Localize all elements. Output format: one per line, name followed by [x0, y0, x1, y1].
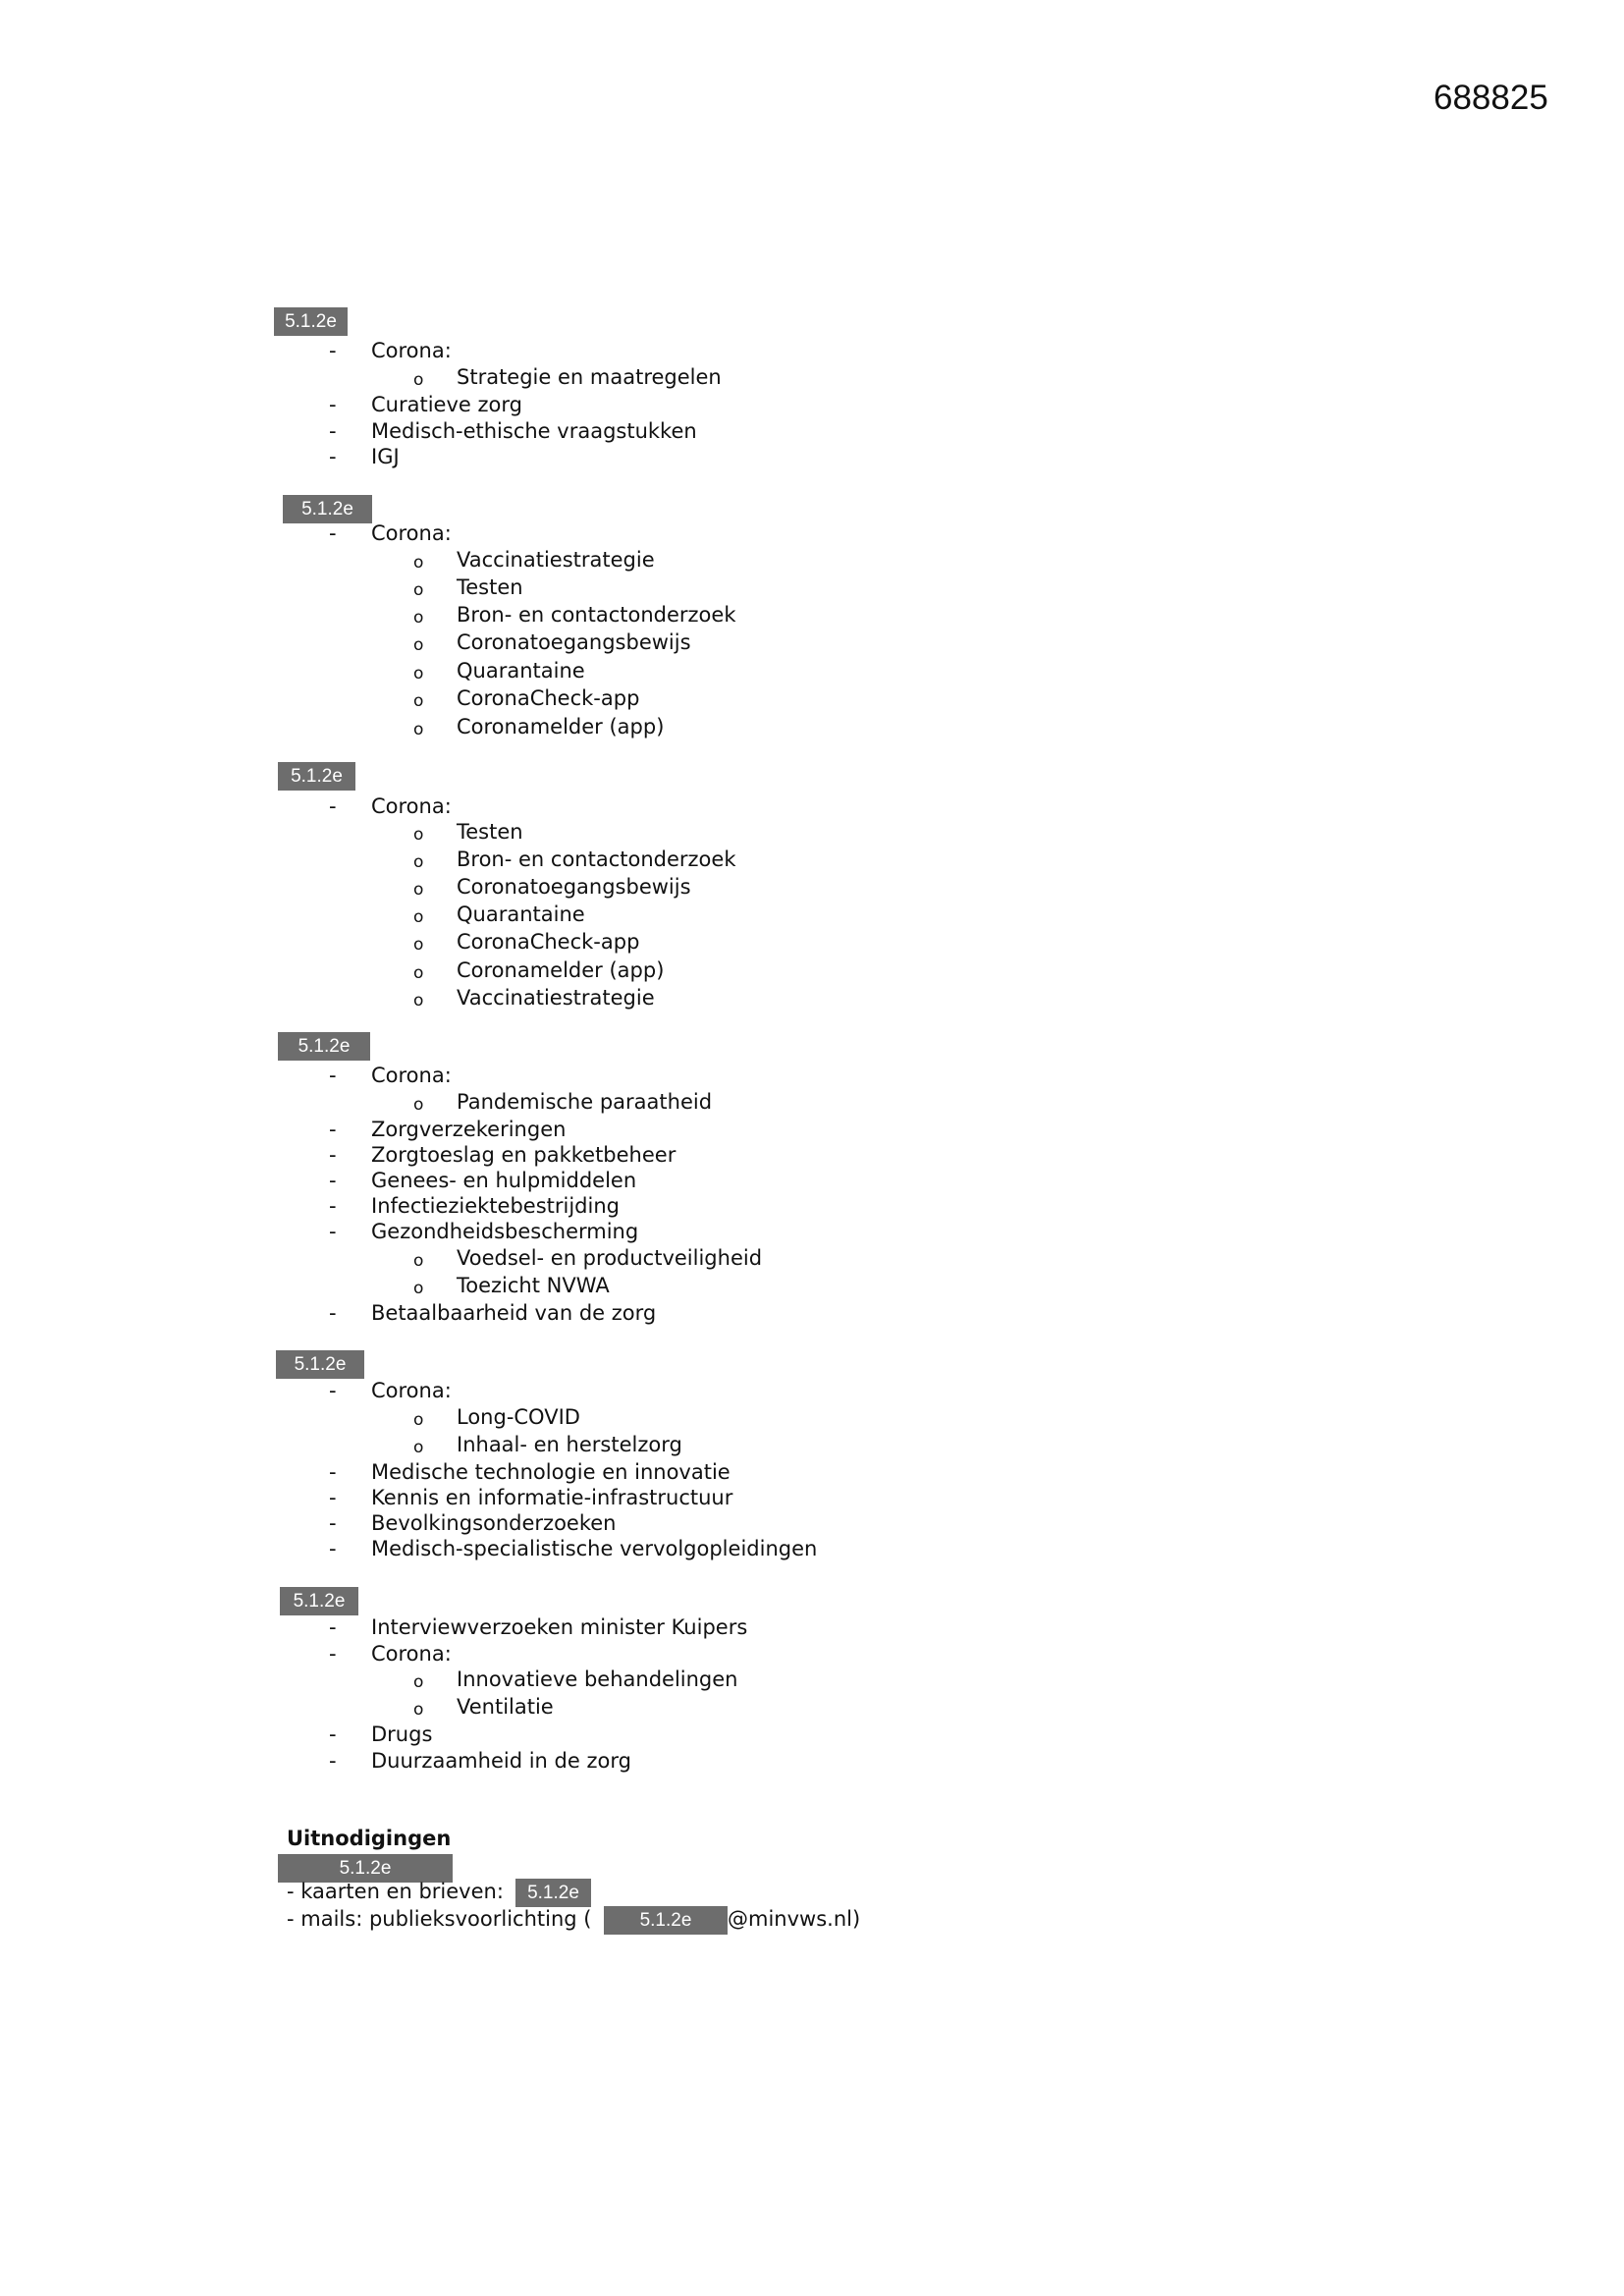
circle-bullet: o — [413, 1672, 424, 1692]
list-item: Corona: — [371, 1379, 452, 1402]
dash-bullet: - — [329, 1537, 337, 1560]
sub-list-item: Inhaal- en herstelzorg — [457, 1433, 682, 1456]
circle-bullet: o — [413, 720, 424, 739]
circle-bullet: o — [413, 935, 424, 955]
dash-bullet: - — [329, 1749, 337, 1773]
dash-bullet: - — [329, 1615, 337, 1639]
dash-bullet: - — [329, 393, 337, 416]
circle-bullet: o — [413, 635, 424, 655]
list-item: Interviewverzoeken minister Kuipers — [371, 1615, 748, 1639]
circle-bullet: o — [413, 880, 424, 900]
mails-prefix: - mails: publieksvoorlichting ( — [287, 1907, 592, 1931]
list-item: Infectieziektebestrijding — [371, 1194, 620, 1218]
circle-bullet: o — [413, 370, 424, 390]
redaction-box: 5.1.2e — [278, 762, 355, 791]
sub-list-item: Coronatoegangsbewijs — [457, 875, 691, 899]
dash-bullet: - — [329, 419, 337, 443]
circle-bullet: o — [413, 963, 424, 983]
sub-list-item: Toezicht NVWA — [457, 1274, 610, 1297]
redaction-box: 5.1.2e — [276, 1350, 364, 1379]
sub-list-item: Bron- en contactonderzoek — [457, 847, 736, 871]
list-item: Corona: — [371, 1642, 452, 1666]
redaction-box: 5.1.2e — [278, 1032, 370, 1061]
sub-list-item: Strategie en maatregelen — [457, 365, 722, 389]
invitations-cards-line — [287, 1878, 504, 1905]
circle-bullet: o — [413, 580, 424, 600]
circle-bullet: o — [413, 1095, 424, 1115]
dash-bullet: - — [329, 1460, 337, 1484]
cards-label: - kaarten en brieven: — [287, 1880, 504, 1903]
circle-bullet: o — [413, 691, 424, 711]
sub-list-item: Voedsel- en productveiligheid — [457, 1246, 763, 1270]
invitations-mails-line — [287, 1905, 591, 1933]
dash-bullet: - — [329, 1169, 337, 1192]
list-item: Corona: — [371, 339, 452, 362]
sub-list-item: Quarantaine — [457, 902, 585, 926]
list-item: Corona: — [371, 521, 452, 545]
circle-bullet: o — [413, 1251, 424, 1271]
dash-bullet: - — [329, 1118, 337, 1141]
list-item: Medische technologie en innovatie — [371, 1460, 731, 1484]
dash-bullet: - — [329, 1642, 337, 1666]
mails-suffix: @minvws.nl) — [728, 1907, 861, 1931]
dash-bullet: - — [329, 445, 337, 468]
sub-list-item: Quarantaine — [457, 659, 585, 683]
dash-bullet: - — [329, 1064, 337, 1087]
list-item: Corona: — [371, 794, 452, 818]
list-item: Curatieve zorg — [371, 393, 522, 416]
circle-bullet: o — [413, 991, 424, 1011]
dash-bullet: - — [329, 1486, 337, 1509]
invitations-heading: Uitnodigingen — [287, 1827, 452, 1850]
sub-list-item: Ventilatie — [457, 1695, 554, 1719]
circle-bullet: o — [413, 907, 424, 927]
list-item: Duurzaamheid in de zorg — [371, 1749, 631, 1773]
circle-bullet: o — [413, 1438, 424, 1457]
sub-list-item: CoronaCheck-app — [457, 686, 640, 710]
redaction-box: 5.1.2e — [515, 1879, 591, 1907]
sub-list-item: Coronatoegangsbewijs — [457, 630, 691, 654]
dash-bullet: - — [329, 1722, 337, 1746]
sub-list-item: Testen — [457, 820, 523, 844]
redaction-box: 5.1.2e — [278, 1854, 453, 1883]
circle-bullet: o — [413, 1700, 424, 1720]
circle-bullet: o — [413, 664, 424, 683]
circle-bullet: o — [413, 553, 424, 573]
redaction-box: 5.1.2e — [274, 307, 348, 336]
sub-list-item: Coronamelder (app) — [457, 958, 665, 982]
sub-list-item: CoronaCheck-app — [457, 930, 640, 954]
dash-bullet: - — [329, 1220, 337, 1243]
list-item: IGJ — [371, 445, 400, 468]
dash-bullet: - — [329, 1194, 337, 1218]
sub-list-item: Coronamelder (app) — [457, 715, 665, 738]
list-item: Drugs — [371, 1722, 433, 1746]
circle-bullet: o — [413, 608, 424, 628]
list-item: Medisch-ethische vraagstukken — [371, 419, 697, 443]
list-item: Zorgverzekeringen — [371, 1118, 567, 1141]
dash-bullet: - — [329, 521, 337, 545]
dash-bullet: - — [329, 339, 337, 362]
sub-list-item: Testen — [457, 575, 523, 599]
circle-bullet: o — [413, 852, 424, 872]
dash-bullet: - — [329, 1379, 337, 1402]
sub-list-item: Long-COVID — [457, 1405, 580, 1429]
dash-bullet: - — [329, 1143, 337, 1167]
list-item: Betaalbaarheid van de zorg — [371, 1301, 657, 1325]
sub-list-item: Vaccinatiestrategie — [457, 986, 655, 1010]
list-item: Kennis en informatie-infrastructuur — [371, 1486, 733, 1509]
dash-bullet: - — [329, 1301, 337, 1325]
redaction-box: 5.1.2e — [280, 1587, 358, 1615]
list-item: Corona: — [371, 1064, 452, 1087]
circle-bullet: o — [413, 1279, 424, 1298]
dash-bullet: - — [329, 1511, 337, 1535]
list-item: Zorgtoeslag en pakketbeheer — [371, 1143, 677, 1167]
redaction-box: 5.1.2e — [604, 1906, 728, 1935]
list-item: Medisch-specialistische vervolgopleidingen — [371, 1537, 818, 1560]
sub-list-item: Vaccinatiestrategie — [457, 548, 655, 572]
list-item: Genees- en hulpmiddelen — [371, 1169, 637, 1192]
circle-bullet: o — [413, 825, 424, 845]
circle-bullet: o — [413, 1410, 424, 1430]
dash-bullet: - — [329, 794, 337, 818]
list-item: Gezondheidsbescherming — [371, 1220, 639, 1243]
sub-list-item: Innovatieve behandelingen — [457, 1667, 738, 1691]
redaction-box: 5.1.2e — [283, 495, 372, 523]
list-item: Bevolkingsonderzoeken — [371, 1511, 617, 1535]
sub-list-item: Bron- en contactonderzoek — [457, 603, 736, 627]
sub-list-item: Pandemische paraatheid — [457, 1090, 713, 1114]
document-number: 688825 — [1434, 79, 1548, 117]
